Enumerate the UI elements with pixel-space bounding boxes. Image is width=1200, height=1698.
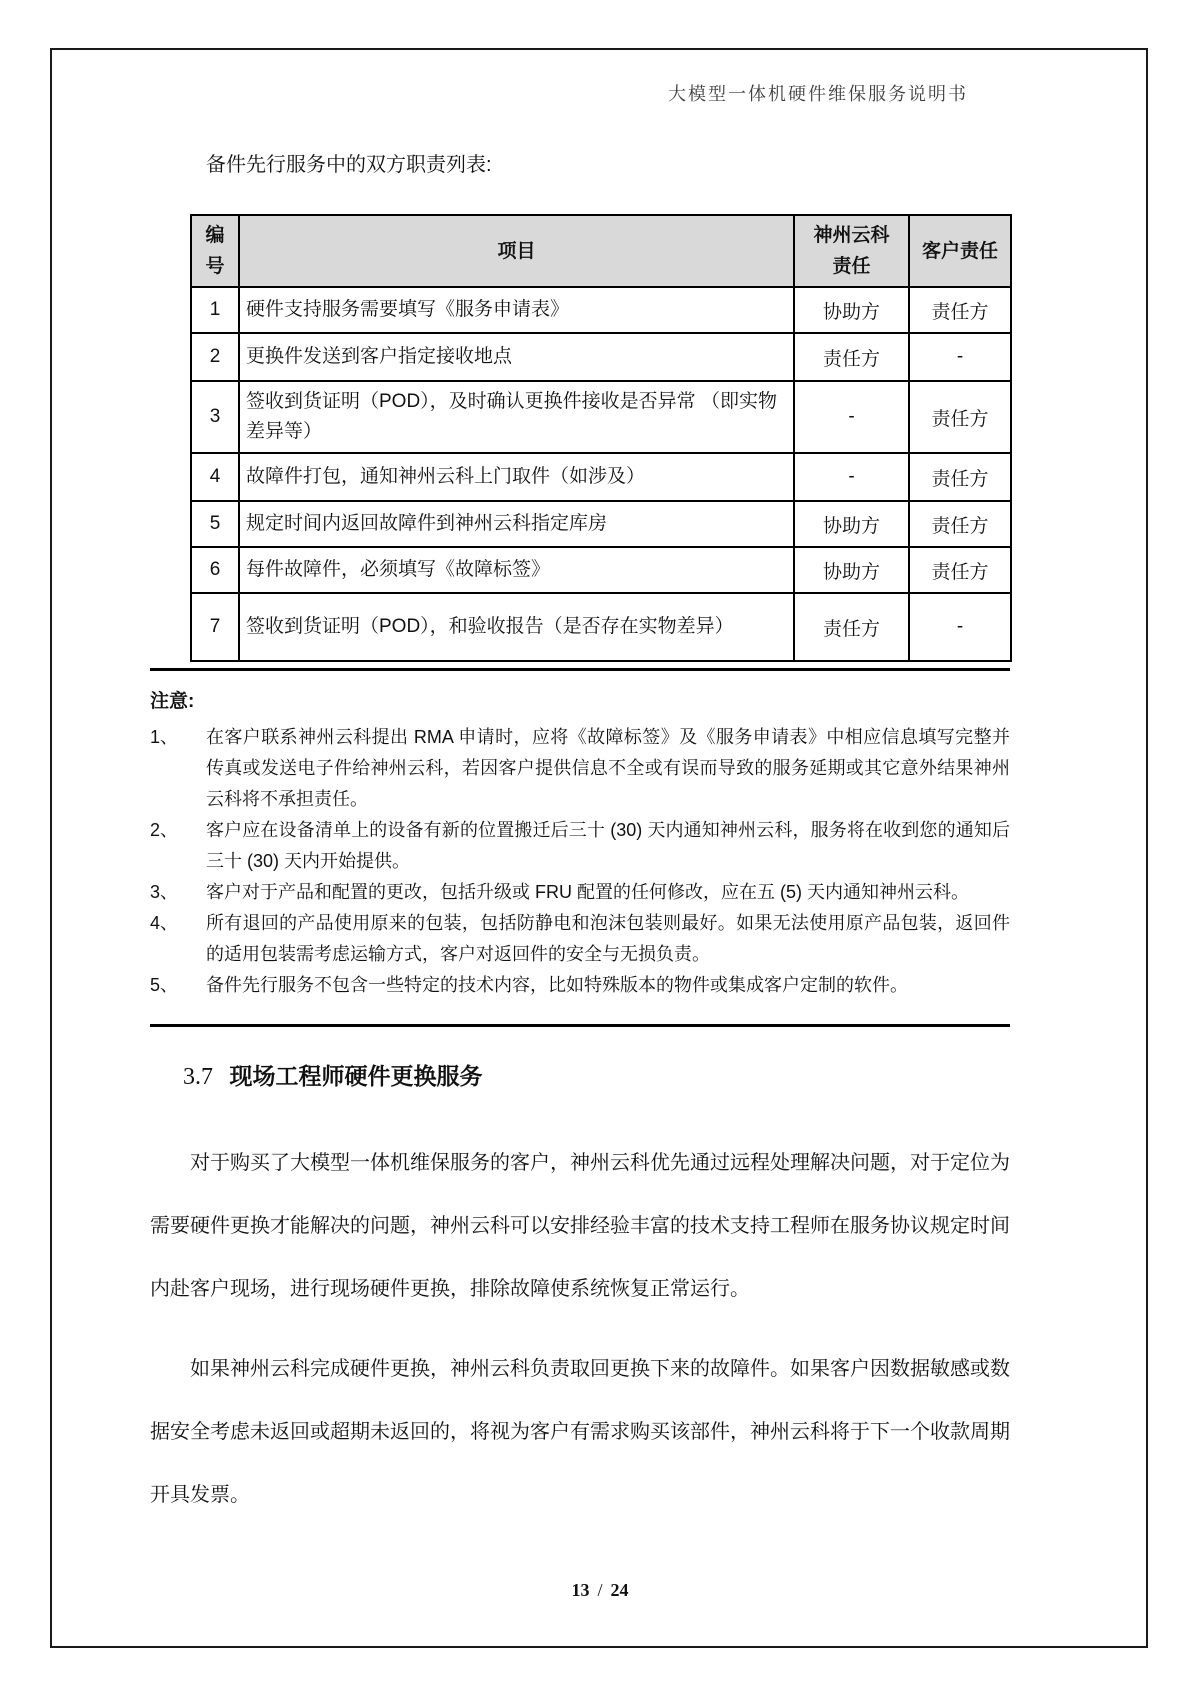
page-number-separator: /: [597, 1580, 603, 1600]
table-caption: 备件先行服务中的双方职责列表:: [206, 154, 492, 176]
column-header-customer: 客户责任: [909, 215, 1011, 287]
row-number: 1: [191, 287, 239, 333]
row-vendor-responsibility: 责任方: [794, 593, 909, 661]
row-vendor-responsibility: 协助方: [794, 501, 909, 547]
row-customer-responsibility: -: [909, 593, 1011, 661]
note-item: [150, 877, 1010, 908]
note-item: [150, 908, 1010, 970]
notes-list: [150, 722, 1010, 1001]
table-header-row: [191, 215, 1011, 287]
notes-label: 注意:: [150, 691, 195, 712]
note-text: 所有退回的产品使用原来的包装，包括防静电和泡沫包装则最好。如果无法使用原产品包装，返回件的适用包装需考虑运输方式，客户对返回件的安全与无损负责。: [206, 913, 1010, 964]
note-number: 4、: [150, 913, 179, 933]
note-number: 3、: [150, 882, 179, 902]
row-customer-responsibility: 责任方: [909, 501, 1011, 547]
row-item: 签收到货证明（POD），和验收报告（是否存在实物差异）: [239, 593, 794, 661]
row-item: 更换件发送到客户指定接收地点: [239, 333, 794, 381]
section-heading: [183, 1058, 482, 1091]
note-text: 在客户联系神州云科提出 RMA 申请时，应将《故障标签》及《服务申请表》中相应信息填写完整并传真或发送电子件给神州云科，若因客户提供信息不全或有误而导致的服务延期或其它意外结果神州云科将不承担责任。: [206, 727, 1010, 809]
section-number: 3.7: [183, 1064, 213, 1090]
note-number: 1、: [150, 727, 179, 747]
note-number: 5、: [150, 975, 179, 995]
table-row: [191, 333, 1011, 381]
row-number: 7: [191, 593, 239, 661]
table-row: [191, 593, 1011, 661]
row-vendor-responsibility: 协助方: [794, 547, 909, 593]
responsibility-table: [190, 214, 1012, 662]
row-number: 3: [191, 381, 239, 453]
note-text: 备件先行服务不包含一些特定的技术内容，比如特殊版本的物件或集成客户定制的软件。: [206, 975, 908, 995]
body-paragraph: 对于购买了大模型一体机维保服务的客户，神州云科优先通过远程处理解决问题，对于定位为需要硬件更换才能解决的问题，神州云科可以安排经验丰富的技术支持工程师在服务协议规定时间内赴客户现场，进行现场硬件更换，排除故障使系统恢复正常运行。: [150, 1152, 1010, 1300]
table-row: [191, 501, 1011, 547]
table-row: [191, 547, 1011, 593]
table-row: [191, 287, 1011, 333]
note-text: 客户应在设备清单上的设备有新的位置搬迁后三十 (30) 天内通知神州云科，服务将在收到您的通知后三十 (30) 天内开始提供。: [206, 820, 1010, 871]
row-customer-responsibility: 责任方: [909, 381, 1011, 453]
row-customer-responsibility: 责任方: [909, 287, 1011, 333]
row-item: 故障件打包，通知神州云科上门取件（如涉及）: [239, 453, 794, 501]
note-item: [150, 722, 1010, 815]
row-vendor-responsibility: -: [794, 453, 909, 501]
note-item: [150, 970, 1010, 1001]
row-vendor-responsibility: -: [794, 381, 909, 453]
separator-line-bottom: [150, 1024, 1010, 1027]
row-number: 2: [191, 333, 239, 381]
row-customer-responsibility: 责任方: [909, 453, 1011, 501]
page-number-current: 13: [571, 1580, 590, 1600]
row-customer-responsibility: -: [909, 333, 1011, 381]
page-number-total: 24: [610, 1580, 629, 1600]
column-header-vendor: [794, 215, 909, 287]
row-number: 5: [191, 501, 239, 547]
note-item: [150, 815, 1010, 877]
row-vendor-responsibility: 协助方: [794, 287, 909, 333]
column-header-item: 项目: [239, 215, 794, 287]
row-item: 签收到货证明（POD），及时确认更换件接收是否异常 （即实物差异等）: [239, 381, 794, 453]
column-header-vendor-line2: 责任: [832, 256, 871, 277]
page-footer: [0, 1580, 1200, 1601]
row-item: 每件故障件，必须填写《故障标签》: [239, 547, 794, 593]
row-customer-responsibility: 责任方: [909, 547, 1011, 593]
row-number: 6: [191, 547, 239, 593]
table-row: [191, 453, 1011, 501]
document-header-title: 大模型一体机硬件维保服务说明书: [668, 84, 968, 104]
column-header-no: 编号: [191, 215, 239, 287]
note-text: 客户对于产品和配置的更改，包括升级或 FRU 配置的任何修改，应在五 (5) 天内通知神州云科。: [206, 882, 969, 902]
note-number: 2、: [150, 820, 179, 840]
table-row: [191, 381, 1011, 453]
row-vendor-responsibility: 责任方: [794, 333, 909, 381]
section-title: 现场工程师硬件更换服务: [229, 1063, 483, 1089]
row-item: 硬件支持服务需要填写《服务申请表》: [239, 287, 794, 333]
separator-line-top: [150, 668, 1010, 671]
column-header-vendor-line1: 神州云科: [813, 225, 890, 246]
row-item: 规定时间内返回故障件到神州云科指定库房: [239, 501, 794, 547]
row-number: 4: [191, 453, 239, 501]
body-paragraph: 如果神州云科完成硬件更换，神州云科负责取回更换下来的故障件。如果客户因数据敏感或数据安全考虑未返回或超期未返回的，将视为客户有需求购买该部件，神州云科将于下一个收款周期开具发票。: [150, 1358, 1010, 1506]
